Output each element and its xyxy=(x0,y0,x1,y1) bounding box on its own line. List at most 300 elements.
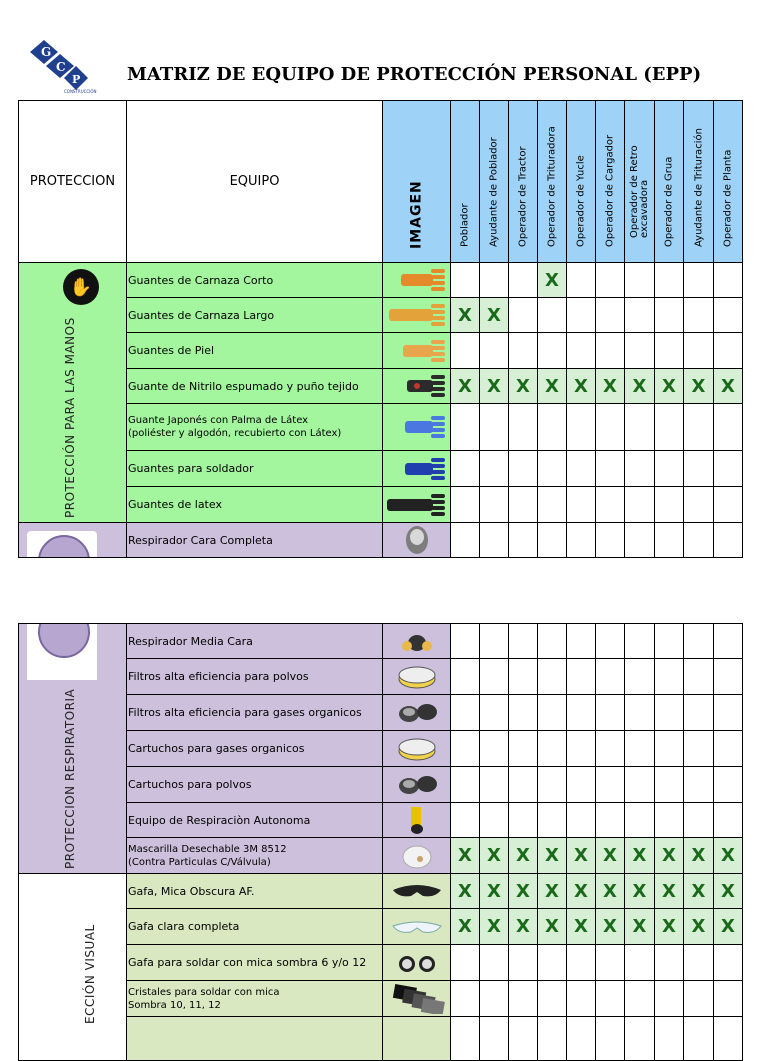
role-cell xyxy=(683,980,714,1017)
item-image xyxy=(382,802,451,838)
role-cell xyxy=(713,802,743,838)
category-manos xyxy=(18,262,127,523)
role-cell xyxy=(450,403,480,451)
role-cell xyxy=(683,332,714,369)
check-mark: X xyxy=(487,845,501,866)
role-cell xyxy=(713,837,743,874)
item-cell xyxy=(126,623,383,659)
role-cell xyxy=(654,262,684,298)
item-image xyxy=(382,486,451,523)
role-cell xyxy=(479,623,509,659)
check-mark: X xyxy=(487,375,501,397)
role-cell xyxy=(508,486,538,523)
role-cell xyxy=(713,658,743,695)
check-mark: X xyxy=(603,880,617,902)
mask-icon xyxy=(387,841,447,871)
role-cell xyxy=(713,368,743,404)
role-cell xyxy=(537,908,567,945)
header-role-7 xyxy=(624,100,655,263)
check-mark: X xyxy=(516,845,530,866)
header-role-3 xyxy=(508,100,538,263)
role-cell xyxy=(508,450,538,487)
role-cell xyxy=(479,837,509,874)
check-mark: X xyxy=(487,880,501,902)
role-cell xyxy=(595,908,625,945)
role-cell xyxy=(654,332,684,369)
role-cell xyxy=(624,837,655,874)
role-cell xyxy=(624,802,655,838)
goggles-icon xyxy=(387,912,447,942)
role-cell xyxy=(654,403,684,451)
item-image xyxy=(382,262,451,298)
glove-icon xyxy=(387,371,447,401)
role-cell xyxy=(479,908,509,945)
category-manos-label: PROTECCIÓN PARA LAS MANOS xyxy=(63,317,77,518)
role-cell xyxy=(624,486,655,523)
check-mark: X xyxy=(662,880,676,902)
role-cell xyxy=(683,623,714,659)
role-cell xyxy=(479,730,509,767)
glove-icon xyxy=(387,490,447,520)
role-cell xyxy=(683,837,714,874)
role-cell xyxy=(479,522,509,558)
role-cell xyxy=(713,1016,743,1061)
header-imagen-label: IMAGEN xyxy=(408,180,424,249)
item-image xyxy=(382,368,451,404)
role-cell xyxy=(566,262,596,298)
role-cell xyxy=(624,908,655,945)
role-cell xyxy=(683,262,714,298)
role-cell xyxy=(508,1016,538,1061)
role-cell xyxy=(595,297,625,333)
role-cell xyxy=(713,403,743,451)
role-cell xyxy=(450,980,480,1017)
role-cell xyxy=(654,297,684,333)
check-mark: X xyxy=(545,269,559,291)
check-mark: X xyxy=(487,304,501,326)
role-cell xyxy=(654,623,684,659)
role-cell xyxy=(508,658,538,695)
role-cell xyxy=(508,766,538,803)
role-cell xyxy=(624,450,655,487)
role-cell xyxy=(683,873,714,909)
respirator-icon xyxy=(387,626,447,656)
role-cell xyxy=(566,908,596,945)
role-cell xyxy=(479,262,509,298)
role-cell xyxy=(566,944,596,981)
role-cell xyxy=(595,837,625,874)
role-cell xyxy=(537,297,567,333)
category-visual xyxy=(18,873,127,1061)
role-cell xyxy=(595,623,625,659)
item-cell xyxy=(126,403,383,451)
role-cell xyxy=(479,486,509,523)
item-label: Cartuchos para polvos xyxy=(128,778,252,791)
check-mark: X xyxy=(721,845,735,866)
role-cell xyxy=(624,730,655,767)
role-cell xyxy=(624,944,655,981)
role-cell xyxy=(654,908,684,945)
svg-text:P: P xyxy=(72,73,81,86)
item-cell xyxy=(126,332,383,369)
item-label: Guantes de Piel xyxy=(128,344,215,357)
role-cell xyxy=(537,694,567,731)
role-cell xyxy=(654,980,684,1017)
header-role-5 xyxy=(566,100,596,263)
role-cell xyxy=(683,802,714,838)
role-cell xyxy=(595,262,625,298)
role-cell xyxy=(654,486,684,523)
role-cell xyxy=(450,766,480,803)
role-cell xyxy=(508,837,538,874)
category-visual-label: ECCIÓN VISUAL xyxy=(83,924,97,1024)
check-mark: X xyxy=(545,845,559,866)
item-image xyxy=(382,766,451,803)
role-cell xyxy=(508,522,538,558)
item-cell xyxy=(126,873,383,909)
role-cell xyxy=(624,658,655,695)
role-cell xyxy=(566,486,596,523)
role-cell xyxy=(683,486,714,523)
check-mark: X xyxy=(691,845,706,866)
item-cell xyxy=(126,944,383,981)
item-cell xyxy=(126,980,383,1017)
item-image xyxy=(382,944,451,981)
item-image xyxy=(382,730,451,767)
item-cell xyxy=(126,486,383,523)
role-cell xyxy=(595,766,625,803)
category-respiratoria-label: PROTECCION RESPIRATORIA xyxy=(63,688,77,869)
check-mark: X xyxy=(662,916,676,937)
role-cell xyxy=(508,368,538,404)
respirator-category-icon xyxy=(27,531,97,558)
item-label: Guantes para soldador xyxy=(128,462,254,475)
role-cell xyxy=(595,486,625,523)
item-label: Equipo de Respiraciòn Autonoma xyxy=(128,813,311,827)
item-label: Cristales para soldar con mica xyxy=(128,986,280,998)
check-mark: X xyxy=(545,375,559,397)
role-cell xyxy=(713,766,743,803)
role-cell xyxy=(537,262,567,298)
check-mark: X xyxy=(632,375,647,397)
role-cell xyxy=(683,450,714,487)
item-label: Guantes de Carnaza Corto xyxy=(128,273,274,287)
role-cell xyxy=(450,486,480,523)
role-cell xyxy=(654,766,684,803)
role-cell xyxy=(566,730,596,767)
role-cell xyxy=(713,623,743,659)
role-cell xyxy=(624,873,655,909)
check-mark: X xyxy=(458,845,472,866)
role-cell xyxy=(508,623,538,659)
header-role-label: Operador de Cargador xyxy=(604,134,616,247)
item-cell xyxy=(126,368,383,404)
item-image xyxy=(382,623,451,659)
header-imagen xyxy=(382,100,451,263)
check-mark: X xyxy=(632,880,647,902)
role-cell xyxy=(450,908,480,945)
role-cell xyxy=(683,908,714,945)
role-cell xyxy=(595,332,625,369)
role-cell xyxy=(450,873,480,909)
role-cell xyxy=(537,450,567,487)
check-mark: X xyxy=(458,880,472,902)
role-cell xyxy=(450,297,480,333)
glove-icon xyxy=(387,336,447,366)
role-cell xyxy=(479,450,509,487)
role-cell xyxy=(537,944,567,981)
role-cell xyxy=(566,522,596,558)
item-image xyxy=(382,658,451,695)
role-cell xyxy=(654,522,684,558)
check-mark: X xyxy=(632,916,647,937)
item-label: Filtros alta eficiencia para polvos xyxy=(128,670,309,683)
role-cell xyxy=(713,297,743,333)
check-mark: X xyxy=(691,375,706,397)
header-role-label: Operador de Grua xyxy=(663,156,675,247)
role-cell xyxy=(683,944,714,981)
role-cell xyxy=(624,403,655,451)
role-cell xyxy=(537,980,567,1017)
role-cell xyxy=(450,658,480,695)
role-cell xyxy=(450,730,480,767)
role-cell xyxy=(654,1016,684,1061)
role-cell xyxy=(479,368,509,404)
item-cell xyxy=(126,766,383,803)
role-cell xyxy=(683,297,714,333)
role-cell xyxy=(537,332,567,369)
role-cell xyxy=(595,368,625,404)
check-mark: X xyxy=(721,375,735,397)
role-cell xyxy=(479,1016,509,1061)
header-role-2 xyxy=(479,100,509,263)
role-cell xyxy=(450,837,480,874)
role-cell xyxy=(450,623,480,659)
header-proteccion-label: PROTECCION xyxy=(29,174,116,189)
item-label: (poliéster y algodón, recubierto con Látex) xyxy=(128,428,342,439)
role-cell xyxy=(566,368,596,404)
header-role-label: Operador de Trituradora xyxy=(546,126,558,247)
item-cell xyxy=(126,522,383,558)
role-cell xyxy=(479,873,509,909)
role-cell xyxy=(624,623,655,659)
role-cell xyxy=(595,944,625,981)
check-mark: X xyxy=(458,304,472,326)
welding-goggles-icon xyxy=(387,948,447,978)
role-cell xyxy=(479,980,509,1017)
role-cell xyxy=(450,1016,480,1061)
cartridge-icon xyxy=(387,770,447,800)
item-image xyxy=(382,450,451,487)
role-cell xyxy=(537,730,567,767)
check-mark: X xyxy=(662,845,676,866)
check-mark: X xyxy=(574,916,588,937)
check-mark: X xyxy=(721,916,735,937)
role-cell xyxy=(683,522,714,558)
item-cell xyxy=(126,908,383,945)
role-cell xyxy=(595,658,625,695)
role-cell xyxy=(683,730,714,767)
role-cell xyxy=(654,944,684,981)
role-cell xyxy=(713,908,743,945)
check-mark: X xyxy=(691,916,706,937)
role-cell xyxy=(713,873,743,909)
check-mark: X xyxy=(458,375,472,397)
role-cell xyxy=(450,522,480,558)
filter-icon xyxy=(387,698,447,728)
item-image xyxy=(382,332,451,369)
role-cell xyxy=(654,802,684,838)
role-cell xyxy=(595,694,625,731)
check-mark: X xyxy=(574,375,588,397)
glove-icon xyxy=(387,300,447,330)
role-cell xyxy=(654,730,684,767)
role-cell xyxy=(713,332,743,369)
role-cell xyxy=(508,694,538,731)
role-cell xyxy=(683,658,714,695)
role-cell xyxy=(654,837,684,874)
role-cell xyxy=(566,450,596,487)
cartridge-icon xyxy=(387,734,447,764)
item-label: Gafa para soldar con mica sombra 6 y/o 12 xyxy=(128,956,367,969)
check-mark: X xyxy=(516,880,530,902)
role-cell xyxy=(595,450,625,487)
role-cell xyxy=(537,522,567,558)
item-label: Filtros alta eficiencia para gases organicos xyxy=(128,706,362,719)
role-cell xyxy=(566,332,596,369)
item-cell xyxy=(126,450,383,487)
check-mark: X xyxy=(574,845,588,866)
role-cell xyxy=(713,262,743,298)
role-cell xyxy=(450,262,480,298)
role-cell xyxy=(654,658,684,695)
role-cell xyxy=(508,873,538,909)
role-cell xyxy=(479,802,509,838)
role-cell xyxy=(537,486,567,523)
header-role-10 xyxy=(713,100,743,263)
role-cell xyxy=(508,802,538,838)
check-mark: X xyxy=(662,375,676,397)
header-equipo-label: EQUIPO xyxy=(229,174,280,189)
check-mark: X xyxy=(603,916,617,937)
header-role-9 xyxy=(683,100,714,263)
role-cell xyxy=(566,623,596,659)
role-cell xyxy=(654,694,684,731)
role-cell xyxy=(566,1016,596,1061)
role-cell xyxy=(595,522,625,558)
item-label: Mascarilla Desechable 3M 8512 xyxy=(128,843,287,855)
role-cell xyxy=(537,837,567,874)
role-cell xyxy=(566,766,596,803)
page-title: MATRIZ DE EQUIPO DE PROTECCIÓN PERSONAL (EPP) xyxy=(127,64,702,85)
role-cell xyxy=(654,873,684,909)
role-cell xyxy=(595,980,625,1017)
role-cell xyxy=(713,944,743,981)
role-cell xyxy=(713,980,743,1017)
header-role-1 xyxy=(450,100,480,263)
role-cell xyxy=(624,262,655,298)
item-image xyxy=(382,873,451,909)
role-cell xyxy=(508,262,538,298)
item-cell xyxy=(126,730,383,767)
header-role-label: Operador de Planta xyxy=(722,149,734,247)
goggles-icon xyxy=(387,876,447,906)
role-cell xyxy=(537,658,567,695)
role-cell xyxy=(537,623,567,659)
role-cell xyxy=(654,368,684,404)
item-image xyxy=(382,980,451,1017)
check-mark: X xyxy=(691,880,706,902)
role-cell xyxy=(683,694,714,731)
role-cell xyxy=(508,944,538,981)
category-respiratoria-top xyxy=(18,522,127,558)
role-cell xyxy=(624,332,655,369)
role-cell xyxy=(450,802,480,838)
check-mark: X xyxy=(516,375,530,397)
role-cell xyxy=(479,332,509,369)
check-mark: X xyxy=(458,916,472,937)
svg-text:C: C xyxy=(56,60,66,74)
role-cell xyxy=(595,1016,625,1061)
role-cell xyxy=(537,802,567,838)
header-role-label: Ayudante de Poblador xyxy=(488,137,500,247)
role-cell xyxy=(713,694,743,731)
glove-icon xyxy=(387,265,447,295)
check-mark: X xyxy=(603,375,617,397)
item-label: Cartuchos para gases organicos xyxy=(128,742,305,755)
role-cell xyxy=(479,766,509,803)
item-cell xyxy=(126,297,383,333)
role-cell xyxy=(595,802,625,838)
item-cell xyxy=(126,262,383,298)
check-mark: X xyxy=(487,916,501,937)
respirator-category-icon xyxy=(27,624,97,680)
respirator-icon xyxy=(387,525,447,555)
role-cell xyxy=(537,368,567,404)
role-cell xyxy=(450,368,480,404)
item-cell xyxy=(126,802,383,838)
item-label: Gafa clara completa xyxy=(128,920,240,933)
check-mark: X xyxy=(545,880,559,902)
role-cell xyxy=(683,1016,714,1061)
item-cell xyxy=(126,1016,383,1061)
role-cell xyxy=(537,766,567,803)
role-cell xyxy=(508,403,538,451)
role-cell xyxy=(508,332,538,369)
glove-icon xyxy=(387,454,447,484)
header-role-label: Operador de Tractor xyxy=(517,146,529,247)
role-cell xyxy=(508,908,538,945)
role-cell xyxy=(624,1016,655,1061)
role-cell xyxy=(479,403,509,451)
role-cell xyxy=(566,837,596,874)
header-role-6 xyxy=(595,100,625,263)
item-label: Guante Japonés con Palma de Látex xyxy=(128,415,309,426)
item-label: (Contra Particulas C/Válvula) xyxy=(128,856,271,868)
item-label: Guantes de latex xyxy=(128,498,222,511)
role-cell xyxy=(450,694,480,731)
role-cell xyxy=(450,944,480,981)
filter-icon xyxy=(387,662,447,692)
role-cell xyxy=(595,873,625,909)
check-mark: X xyxy=(545,916,559,937)
role-cell xyxy=(479,658,509,695)
role-cell xyxy=(479,297,509,333)
role-cell xyxy=(713,522,743,558)
role-cell xyxy=(566,658,596,695)
role-cell xyxy=(713,730,743,767)
role-cell xyxy=(683,766,714,803)
